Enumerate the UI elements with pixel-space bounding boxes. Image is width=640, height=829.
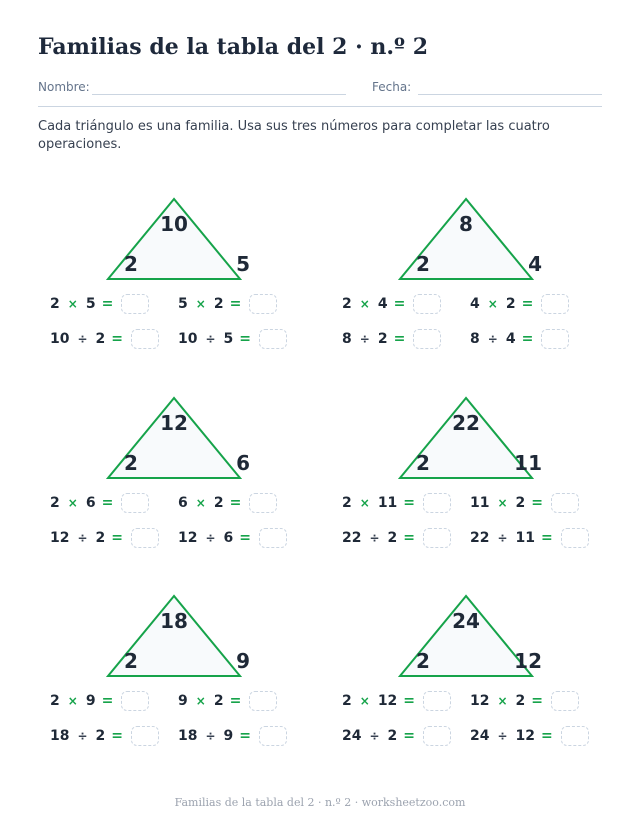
equals-sign: =	[239, 728, 252, 744]
equals-sign: =	[101, 693, 114, 709]
multiplication-equation	[342, 292, 441, 316]
equals-sign: =	[541, 728, 553, 744]
operand-a: 10	[50, 331, 70, 347]
operand-b: 2	[387, 728, 398, 744]
operand-a: 2	[50, 296, 60, 312]
divide-sign: ÷	[77, 531, 88, 545]
date-field[interactable]	[418, 94, 602, 95]
name-label: Nombre:	[38, 80, 90, 94]
operand-a: 2	[342, 296, 352, 312]
answer-box[interactable]	[551, 493, 579, 513]
equals-sign: =	[101, 296, 114, 312]
operand-a: 5	[178, 296, 188, 312]
triangle-left-number: 2	[416, 252, 430, 276]
triangle-right-number: 4	[528, 252, 542, 276]
equals-sign: =	[393, 296, 406, 312]
times-sign: ×	[195, 694, 206, 708]
times-sign: ×	[67, 496, 78, 510]
answer-box[interactable]	[121, 294, 149, 314]
answer-box[interactable]	[131, 726, 159, 746]
operand-a: 12	[178, 530, 198, 546]
equals-sign: =	[403, 728, 416, 744]
fact-triangle	[106, 197, 250, 281]
division-equation	[178, 327, 287, 351]
footer: Familias de la tabla del 2 · n.º 2 · worksheetzoo.com	[174, 796, 466, 809]
answer-box[interactable]	[561, 726, 589, 746]
divide-sign: ÷	[369, 531, 380, 545]
division-equation	[470, 724, 589, 748]
answer-box[interactable]	[541, 329, 569, 349]
operand-b: 11	[377, 495, 398, 511]
times-sign: ×	[497, 694, 508, 708]
equals-sign: =	[521, 331, 534, 347]
divide-sign: ÷	[487, 332, 498, 346]
operand-b: 2	[515, 693, 526, 709]
divide-sign: ÷	[77, 729, 88, 743]
operand-a: 8	[470, 331, 480, 347]
operand-b: 11	[515, 530, 536, 546]
fact-triangle	[398, 594, 542, 678]
equals-sign: =	[541, 530, 553, 546]
equals-sign: =	[521, 296, 534, 312]
triangle-top-number: 8	[459, 212, 473, 236]
times-sign: ×	[67, 297, 78, 311]
equals-sign: =	[403, 530, 416, 546]
operand-a: 10	[178, 331, 198, 347]
equals-sign: =	[531, 693, 544, 709]
operand-b: 2	[95, 728, 106, 744]
answer-box[interactable]	[423, 726, 451, 746]
answer-box[interactable]	[121, 493, 149, 513]
answer-box[interactable]	[413, 329, 441, 349]
multiplication-equation	[178, 491, 277, 515]
operand-a: 2	[342, 495, 352, 511]
multiplication-equation	[178, 689, 277, 713]
answer-box[interactable]	[131, 528, 159, 548]
triangle-left-number: 2	[124, 649, 138, 673]
page-title: Familias de la tabla del 2 · n.º 2	[38, 34, 429, 60]
operand-a: 18	[178, 728, 198, 744]
multiplication-equation	[470, 689, 579, 713]
equals-sign: =	[403, 693, 416, 709]
operand-b: 12	[377, 693, 398, 709]
answer-box[interactable]	[423, 528, 451, 548]
division-equation	[50, 526, 159, 550]
operand-a: 6	[178, 495, 188, 511]
operand-b: 9	[223, 728, 234, 744]
division-equation	[342, 526, 451, 550]
triangle-top-number: 22	[452, 411, 480, 435]
operand-b: 5	[223, 331, 234, 347]
division-equation	[470, 327, 569, 351]
division-equation	[470, 526, 589, 550]
operand-a: 9	[178, 693, 188, 709]
operand-a: 8	[342, 331, 352, 347]
operand-b: 6	[85, 495, 96, 511]
header-divider	[38, 106, 602, 107]
multiplication-equation	[50, 292, 149, 316]
operand-a: 18	[50, 728, 70, 744]
divide-sign: ÷	[77, 332, 88, 346]
division-equation	[50, 724, 159, 748]
triangle-top-number: 12	[160, 411, 188, 435]
multiplication-equation	[470, 491, 579, 515]
operand-b: 2	[213, 296, 224, 312]
operand-a: 24	[470, 728, 490, 744]
triangle-right-number: 12	[514, 649, 542, 673]
equals-sign: =	[229, 495, 242, 511]
multiplication-equation	[50, 491, 149, 515]
operand-b: 2	[387, 530, 398, 546]
fact-triangle	[398, 396, 542, 480]
operand-b: 9	[85, 693, 96, 709]
triangle-left-number: 2	[124, 451, 138, 475]
times-sign: ×	[195, 297, 206, 311]
equals-sign: =	[393, 331, 406, 347]
times-sign: ×	[195, 496, 206, 510]
answer-box[interactable]	[131, 329, 159, 349]
operand-a: 2	[50, 495, 60, 511]
equals-sign: =	[111, 331, 124, 347]
fact-triangle	[106, 594, 250, 678]
equals-sign: =	[101, 495, 114, 511]
operand-b: 4	[505, 331, 516, 347]
divide-sign: ÷	[205, 332, 216, 346]
operand-b: 2	[515, 495, 526, 511]
division-equation	[342, 327, 441, 351]
operand-a: 24	[342, 728, 362, 744]
answer-box[interactable]	[249, 691, 277, 711]
operand-a: 11	[470, 495, 490, 511]
equals-sign: =	[239, 530, 252, 546]
equals-sign: =	[111, 530, 124, 546]
answer-box[interactable]	[249, 294, 277, 314]
answer-box[interactable]	[413, 294, 441, 314]
times-sign: ×	[497, 496, 508, 510]
times-sign: ×	[67, 694, 78, 708]
division-equation	[178, 526, 287, 550]
times-sign: ×	[359, 694, 370, 708]
triangle-top-number: 10	[160, 212, 188, 236]
answer-box[interactable]	[121, 691, 149, 711]
equals-sign: =	[403, 495, 416, 511]
triangle-left-number: 2	[124, 252, 138, 276]
name-field[interactable]	[92, 94, 346, 95]
operand-b: 2	[213, 693, 224, 709]
triangle-top-number: 24	[452, 609, 480, 633]
divide-sign: ÷	[205, 531, 216, 545]
equals-sign: =	[229, 296, 242, 312]
triangle-left-number: 2	[416, 649, 430, 673]
triangle-left-number: 2	[416, 451, 430, 475]
operand-b: 6	[223, 530, 234, 546]
operand-a: 2	[50, 693, 60, 709]
answer-box[interactable]	[423, 493, 451, 513]
operand-b: 2	[95, 331, 106, 347]
divide-sign: ÷	[497, 531, 508, 545]
answer-box[interactable]	[551, 691, 579, 711]
equals-sign: =	[111, 728, 124, 744]
fact-triangle	[106, 396, 250, 480]
times-sign: ×	[359, 297, 370, 311]
operand-a: 12	[470, 693, 490, 709]
division-equation	[178, 724, 287, 748]
operand-b: 2	[213, 495, 224, 511]
division-equation	[342, 724, 451, 748]
multiplication-equation	[178, 292, 277, 316]
answer-box[interactable]	[259, 528, 287, 548]
operand-b: 2	[377, 331, 388, 347]
operand-b: 4	[377, 296, 388, 312]
triangle-top-number: 18	[160, 609, 188, 633]
fact-triangle	[398, 197, 542, 281]
operand-a: 4	[470, 296, 480, 312]
division-equation	[50, 327, 159, 351]
operand-a: 12	[50, 530, 70, 546]
triangle-right-number: 5	[236, 252, 250, 276]
operand-b: 5	[85, 296, 96, 312]
date-label: Fecha:	[372, 80, 412, 94]
multiplication-equation	[470, 292, 569, 316]
answer-box[interactable]	[561, 528, 589, 548]
answer-box[interactable]	[259, 726, 287, 746]
multiplication-equation	[342, 689, 451, 713]
equals-sign: =	[239, 331, 252, 347]
answer-box[interactable]	[249, 493, 277, 513]
operand-b: 2	[95, 530, 106, 546]
answer-box[interactable]	[423, 691, 451, 711]
equals-sign: =	[531, 495, 544, 511]
operand-b: 2	[505, 296, 516, 312]
multiplication-equation	[50, 689, 149, 713]
divide-sign: ÷	[359, 332, 370, 346]
operand-a: 22	[342, 530, 362, 546]
triangle-right-number: 6	[236, 451, 250, 475]
times-sign: ×	[487, 297, 498, 311]
divide-sign: ÷	[205, 729, 216, 743]
operand-a: 2	[342, 693, 352, 709]
multiplication-equation	[342, 491, 451, 515]
times-sign: ×	[359, 496, 370, 510]
instructions: Cada triángulo es una familia. Usa sus tres números para completar las cuatro operaciones.	[38, 119, 550, 152]
divide-sign: ÷	[497, 729, 508, 743]
answer-box[interactable]	[541, 294, 569, 314]
operand-a: 22	[470, 530, 490, 546]
equals-sign: =	[229, 693, 242, 709]
triangle-right-number: 11	[514, 451, 542, 475]
divide-sign: ÷	[369, 729, 380, 743]
operand-b: 12	[515, 728, 536, 744]
triangle-right-number: 9	[236, 649, 250, 673]
answer-box[interactable]	[259, 329, 287, 349]
